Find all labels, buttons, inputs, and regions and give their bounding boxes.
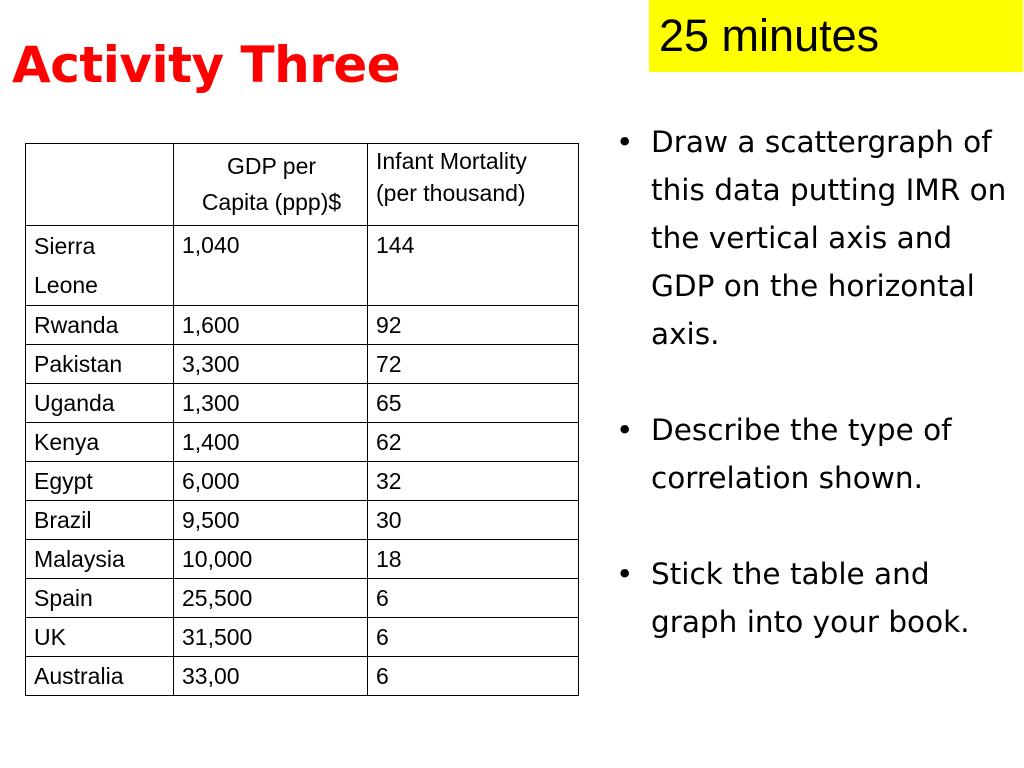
cell-country: Egypt	[26, 462, 174, 501]
cell-imr: 62	[368, 423, 579, 462]
cell-gdp: 25,500	[174, 579, 368, 618]
table-row	[26, 306, 579, 345]
header-imr: Infant Mortality (per thousand)	[368, 144, 579, 226]
table-row	[26, 501, 579, 540]
cell-country: Rwanda	[26, 306, 174, 345]
table-row	[26, 423, 579, 462]
instruction-text: Stick the table and graph into your book.	[651, 557, 970, 639]
cell-gdp: 1,400	[174, 423, 368, 462]
cell-country: Australia	[26, 657, 174, 696]
cell-country: UK	[26, 618, 174, 657]
cell-gdp: 6,000	[174, 462, 368, 501]
bullet-icon: •	[616, 557, 634, 591]
time-badge	[649, 0, 1023, 72]
instruction-item	[614, 406, 1014, 502]
table-row	[26, 345, 579, 384]
instructions-list	[614, 118, 1014, 646]
cell-imr: 30	[368, 501, 579, 540]
cell-imr: 72	[368, 345, 579, 384]
cell-gdp: 31,500	[174, 618, 368, 657]
cell-imr: 144	[368, 226, 579, 306]
table-row	[26, 657, 579, 696]
cell-gdp: 9,500	[174, 501, 368, 540]
table-row	[26, 226, 579, 306]
cell-gdp: 33,00	[174, 657, 368, 696]
cell-gdp: 1,040	[174, 226, 368, 306]
cell-gdp: 1,600	[174, 306, 368, 345]
instruction-text: Draw a scattergraph of this data putting IMR on the vertical axis and GDP on the horizontal axis.	[651, 125, 1007, 351]
cell-imr: 6	[368, 618, 579, 657]
cell-imr: 6	[368, 657, 579, 696]
instruction-text: Describe the type of correlation shown.	[651, 413, 952, 495]
bullet-icon: •	[616, 125, 634, 159]
cell-country: Brazil	[26, 501, 174, 540]
header-country	[26, 144, 174, 226]
cell-gdp: 3,300	[174, 345, 368, 384]
bullet-icon: •	[616, 413, 634, 447]
cell-imr: 92	[368, 306, 579, 345]
table-row	[26, 618, 579, 657]
cell-imr: 18	[368, 540, 579, 579]
cell-country: Kenya	[26, 423, 174, 462]
cell-gdp: 10,000	[174, 540, 368, 579]
slide-title: Activity Three	[12, 36, 401, 94]
time-badge-label: 25 minutes	[659, 10, 880, 61]
cell-imr: 6	[368, 579, 579, 618]
table-row	[26, 462, 579, 501]
instruction-item	[614, 550, 1014, 646]
cell-country: Uganda	[26, 384, 174, 423]
table-row	[26, 384, 579, 423]
cell-imr: 32	[368, 462, 579, 501]
table-row	[26, 540, 579, 579]
instruction-item	[614, 118, 1014, 358]
table-row	[26, 579, 579, 618]
cell-gdp: 1,300	[174, 384, 368, 423]
cell-country: Pakistan	[26, 345, 174, 384]
cell-country: Malaysia	[26, 540, 174, 579]
table-header-row	[26, 144, 579, 226]
cell-country: Spain	[26, 579, 174, 618]
cell-imr: 65	[368, 384, 579, 423]
cell-country: Sierra Leone	[26, 226, 174, 306]
data-table	[25, 143, 579, 696]
header-gdp: GDP per Capita (ppp)$	[174, 144, 368, 226]
